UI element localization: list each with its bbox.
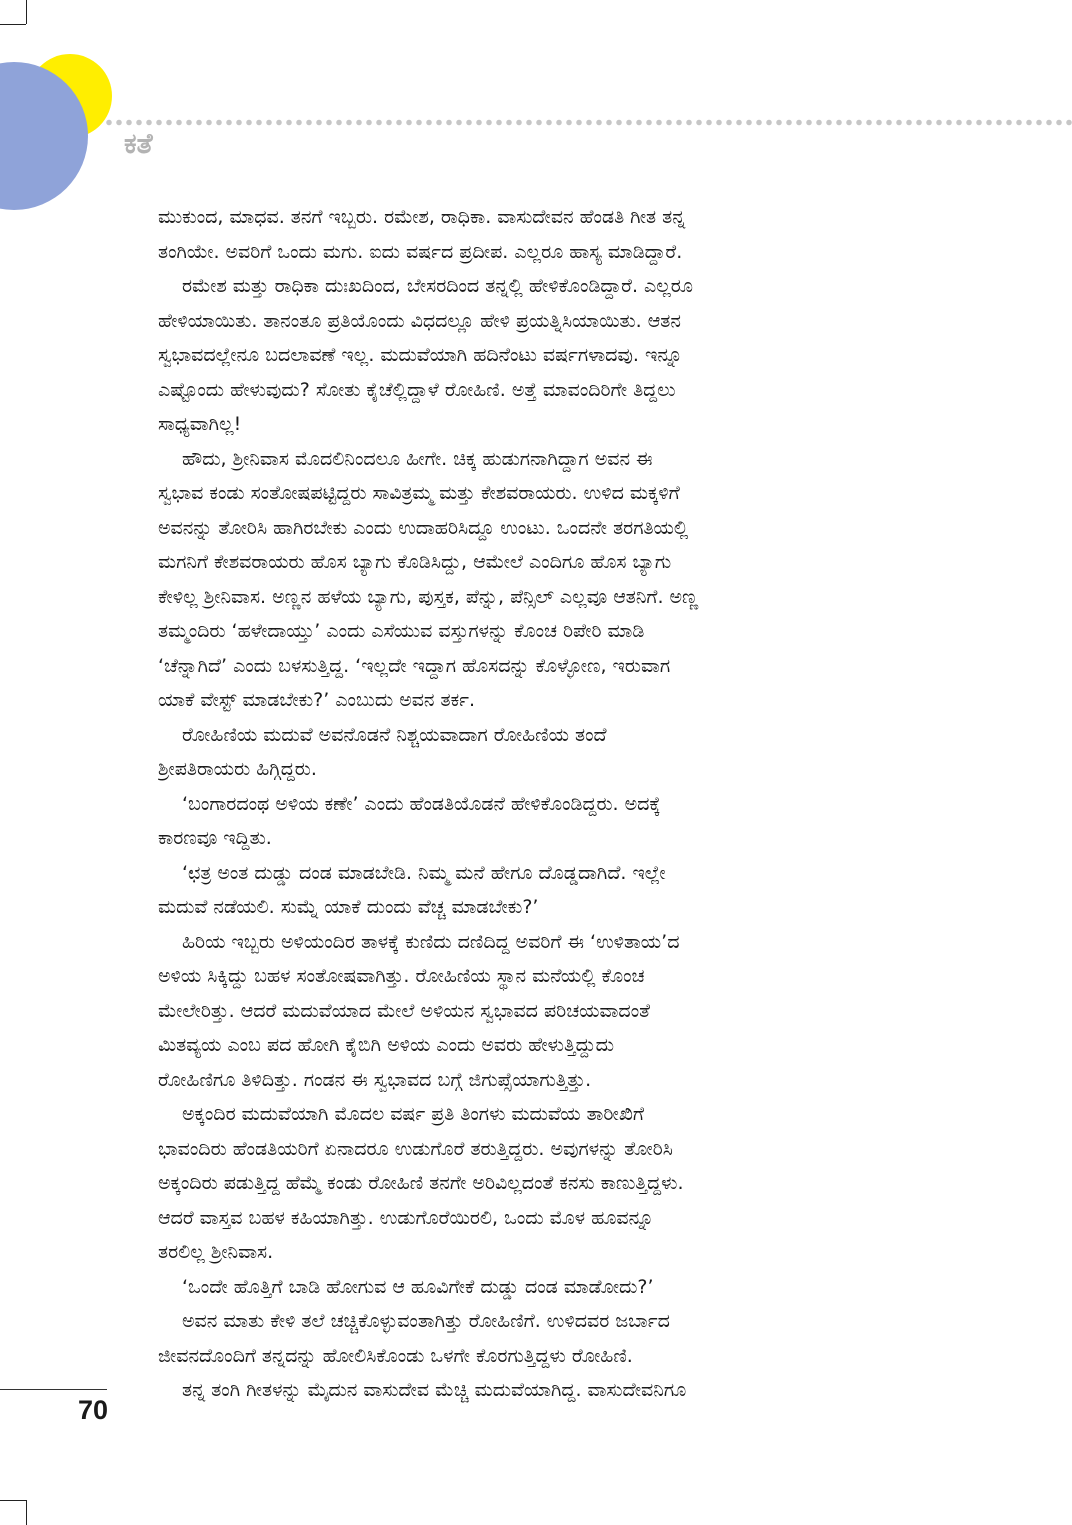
crop-mark-top-left-vertical [26, 0, 27, 24]
text-line: ‘ಚೆನ್ನಾಗಿದೆ’ ಎಂದು ಬಳಸುತ್ತಿದ್ದ. ‘ಇಲ್ಲದೇ ಇದ್ದಾಗ ಹೊಸದನ್ನು ಕೊಳ್ಳೋಣ, ಇರುವಾಗ [158, 654, 671, 677]
text-line: ತನ್ನ ತಂಗಿ ಗೀತಳನ್ನು ಮೈದುನ ವಾಸುದೇವ ಮೆಚ್ಚಿ ಮದುವೆಯಾಗಿದ್ದ. ವಾಸುದೇವನಿಗೂ [182, 1379, 687, 1401]
text-line: ಮುಕುಂದ, ಮಾಧವ. ತನಗೆ ಇಬ್ಬರು. ರಮೇಶ, ರಾಧಿಕಾ. ವಾಸುದೇವನ ಹೆಂಡತಿ ಗೀತ ತನ್ನ [158, 206, 686, 228]
header-dotted-rule [104, 119, 1072, 126]
story-body [158, 200, 896, 1408]
crop-mark-bottom-left-vertical [26, 1500, 27, 1525]
text-line: ಅವನನ್ನು ತೋರಿಸಿ ಹಾಗಿರಬೇಕು ಎಂದು ಉದಾಹರಿಸಿದ್ದೂ ಉಂಟು. ಒಂದನೇ ತರಗತಿಯಲ್ಲಿ [158, 516, 689, 539]
crop-mark-bottom-left-horizontal [0, 1500, 26, 1501]
text-line: ಹಿರಿಯ ಇಬ್ಬರು ಅಳಿಯಂದಿರ ತಾಳಕ್ಕೆ ಕುಣಿದು ದಣಿದಿದ್ದ ಅವರಿಗೆ ಈ ‘ಉಳಿತಾಯ’ದ [182, 930, 680, 953]
text-line: ಸಾಧ್ಯವಾಗಿಲ್ಲ! [158, 413, 242, 435]
page-number-rule [0, 1389, 107, 1390]
text-line: ‘ಬಂಗಾರದಂಥ ಅಳಿಯ ಕಣೇ’ ಎಂದು ಹೆಂಡತಿಯೊಡನೆ ಹೇಳಿಕೊಂಡಿದ್ದರು. ಅದಕ್ಕೆ [182, 792, 661, 815]
text-line: ಯಾಕೆ ವೇಸ್ಟ್ ಮಾಡಬೇಕು?’ ಎಂಬುದು ಅವನ ತರ್ಕ. [158, 689, 476, 711]
text-line: ಮಗನಿಗೆ ಕೇಶವರಾಯರು ಹೊಸ ಬ್ಯಾಗು ಕೊಡಿಸಿದ್ದು, ಆಮೇಲೆ ಎಂದಿಗೂ ಹೊಸ ಬ್ಯಾಗು [158, 551, 672, 573]
text-line: ಮಿತವ್ಯಯ ಎಂಬ ಪದ ಹೋಗಿ ಕೈಬಿಗಿ ಅಳಿಯ ಎಂದು ಅವರು ಹೇಳುತ್ತಿದ್ದುದು [158, 1034, 615, 1056]
text-line: ಶ್ರೀಪತಿರಾಯರು ಹಿಗ್ಗಿದ್ದರು. [158, 758, 317, 780]
text-line: ಜೀವನದೊಂದಿಗೆ ತನ್ನದನ್ನು ಹೋಲಿಸಿಕೊಂಡು ಒಳಗೇ ಕೊರಗುತ್ತಿದ್ದಳು ರೋಹಿಣಿ. [158, 1344, 633, 1367]
text-line: ರೋಹಿಣಿಯ ಮದುವೆ ಅವನೊಡನೆ ನಿಶ್ಚಯವಾದಾಗ ರೋಹಿಣಿಯ ತಂದೆ [182, 723, 607, 746]
crop-mark-top-left-horizontal [0, 24, 26, 25]
text-line: ಅವನ ಮಾತು ಕೇಳಿ ತಲೆ ಚಚ್ಚಿಕೊಳ್ಳುವಂತಾಗಿತ್ತು ರೋಹಿಣಿಗೆ. ಉಳಿದವರ ಜರ್ಬಾದ [182, 1310, 670, 1332]
text-line: ತಂಗಿಯೇ. ಅವರಿಗೆ ಒಂದು ಮಗು. ಐದು ವರ್ಷದ ಪ್ರದೀಪ. ಎಲ್ಲರೂ ಹಾಸ್ಯ ಮಾಡಿದ್ದಾರೆ. [158, 240, 683, 263]
text-line: ಹೇಳಿಯಾಯಿತು. ತಾನಂತೂ ಪ್ರತಿಯೊಂದು ವಿಧದಲ್ಲೂ ಹೇಳಿ ಪ್ರಯತ್ನಿಸಿಯಾಯಿತು. ಆತನ [158, 309, 681, 332]
text-line: ತಮ್ಮಂದಿರು ‘ಹಳೇದಾಯ್ತು’ ಎಂದು ಎಸೆಯುವ ವಸ್ತುಗಳನ್ನು ಕೊಂಚ ರಿಪೇರಿ ಮಾಡಿ [158, 620, 645, 642]
text-line: ರೋಹಿಣಿಗೂ ತಿಳಿದಿತ್ತು. ಗಂಡನ ಈ ಸ್ವಭಾವದ ಬಗ್ಗೆ ಜಿಗುಪ್ಸೆಯಾಗುತ್ತಿತ್ತು. [158, 1068, 592, 1091]
text-line: ಹೌದು, ಶ್ರೀನಿವಾಸ ಮೊದಲಿನಿಂದಲೂ ಹೀಗೇ. ಚಿಕ್ಕ ಹುಡುಗನಾಗಿದ್ದಾಗ ಅವನ ಈ [182, 447, 653, 470]
section-label: ಕತೆ [124, 127, 153, 160]
text-line: ಅಕ್ಕಂದಿರ ಮದುವೆಯಾಗಿ ಮೊದಲ ವರ್ಷ ಪ್ರತಿ ತಿಂಗಳು ಮದುವೆಯ ತಾರೀಖಿಗೆ [182, 1103, 644, 1125]
text-line: ‘ಒಂದೇ ಹೊತ್ತಿಗೆ ಬಾಡಿ ಹೋಗುವ ಆ ಹೂವಿಗೇಕೆ ದುಡ್ಡು ದಂಡ ಮಾಡೋದು?’ [182, 1275, 654, 1298]
text-line: ತರಲಿಲ್ಲ ಶ್ರೀನಿವಾಸ. [158, 1241, 274, 1263]
text-line: ಕಾರಣವೂ ಇದ್ದಿತು. [158, 827, 272, 849]
text-line: ‘ಛತ್ರ ಅಂತ ದುಡ್ಡು ದಂಡ ಮಾಡಬೇಡಿ. ನಿಮ್ಮ ಮನೆ ಹೇಗೂ ದೊಡ್ಡದಾಗಿದೆ. ಇಲ್ಲೇ [182, 861, 666, 884]
text-line: ಎಷ್ಟೊಂದು ಹೇಳುವುದು? ಸೋತು ಕೈಚೆಲ್ಲಿದ್ದಾಳೆ ರೋಹಿಣಿ. ಅತ್ತೆ ಮಾವಂದಿರಿಗೇ ತಿದ್ದಲು [158, 378, 676, 401]
text-line: ಮದುವೆ ನಡೆಯಲಿ. ಸುಮ್ನೆ ಯಾಕೆ ದುಂದು ವೆಚ್ಚ ಮಾಡಬೇಕು?’ [158, 896, 539, 918]
text-line: ರಮೇಶ ಮತ್ತು ರಾಧಿಕಾ ದುಃಖದಿಂದ, ಬೇಸರದಿಂದ ತನ್ನಲ್ಲಿ ಹೇಳಿಕೊಂಡಿದ್ದಾರೆ. ಎಲ್ಲರೂ [182, 275, 693, 297]
text-line: ಆದರೆ ವಾಸ್ತವ ಬಹಳ ಕಹಿಯಾಗಿತ್ತು. ಉಡುಗೊರೆಯಿರಲಿ, ಒಂದು ಮೊಳ ಹೂವನ್ನೂ [158, 1206, 654, 1229]
text-line: ಸ್ವಭಾವ ಕಂಡು ಸಂತೋಷಪಟ್ಟಿದ್ದರು ಸಾವಿತ್ರಮ್ಮ ಮತ್ತು ಕೇಶವರಾಯರು. ಉಳಿದ ಮಕ್ಕಳಿಗೆ [158, 482, 680, 504]
text-line: ಅಕ್ಕಂದಿರು ಪಡುತ್ತಿದ್ದ ಹೆಮ್ಮೆ ಕಂಡು ರೋಹಿಣಿ ತನಗೇ ಅರಿವಿಲ್ಲದಂತೆ ಕನಸು ಕಾಣುತ್ತಿದ್ದಳು. [158, 1172, 684, 1194]
text-line: ಮೇಲೇರಿತ್ತು. ಆದರೆ ಮದುವೆಯಾದ ಮೇಲೆ ಅಳಿಯನ ಸ್ವಭಾವದ ಪರಿಚಯವಾದಂತೆ [158, 999, 650, 1022]
text-line: ಭಾವಂದಿರು ಹೆಂಡತಿಯರಿಗೆ ಏನಾದರೂ ಉಡುಗೊರೆ ತರುತ್ತಿದ್ದರು. ಅವುಗಳನ್ನು ತೋರಿಸಿ [158, 1137, 673, 1160]
page-number: 70 [78, 1395, 109, 1425]
text-line: ಅಳಿಯ ಸಿಕ್ಕಿದ್ದು ಬಹಳ ಸಂತೋಷವಾಗಿತ್ತು. ರೋಹಿಣಿಯ ಸ್ಥಾನ ಮನೆಯಲ್ಲಿ ಕೊಂಚ [158, 965, 645, 987]
text-line: ಸ್ವಭಾವದಲ್ಲೇನೂ ಬದಲಾವಣೆ ಇಲ್ಲ. ಮದುವೆಯಾಗಿ ಹದಿನೆಂಟು ವರ್ಷಗಳಾದವು. ಇನ್ನೂ [158, 344, 683, 366]
text-line: ಕೇಳಿಲ್ಲ ಶ್ರೀನಿವಾಸ. ಅಣ್ಣನ ಹಳೆಯ ಬ್ಯಾಗು, ಪುಸ್ತಕ, ಪೆನ್ನು, ಪೆನ್ಸಿಲ್ ಎಲ್ಲವೂ ಆತನಿಗೆ. ಅಣ್ಣ [158, 585, 699, 608]
